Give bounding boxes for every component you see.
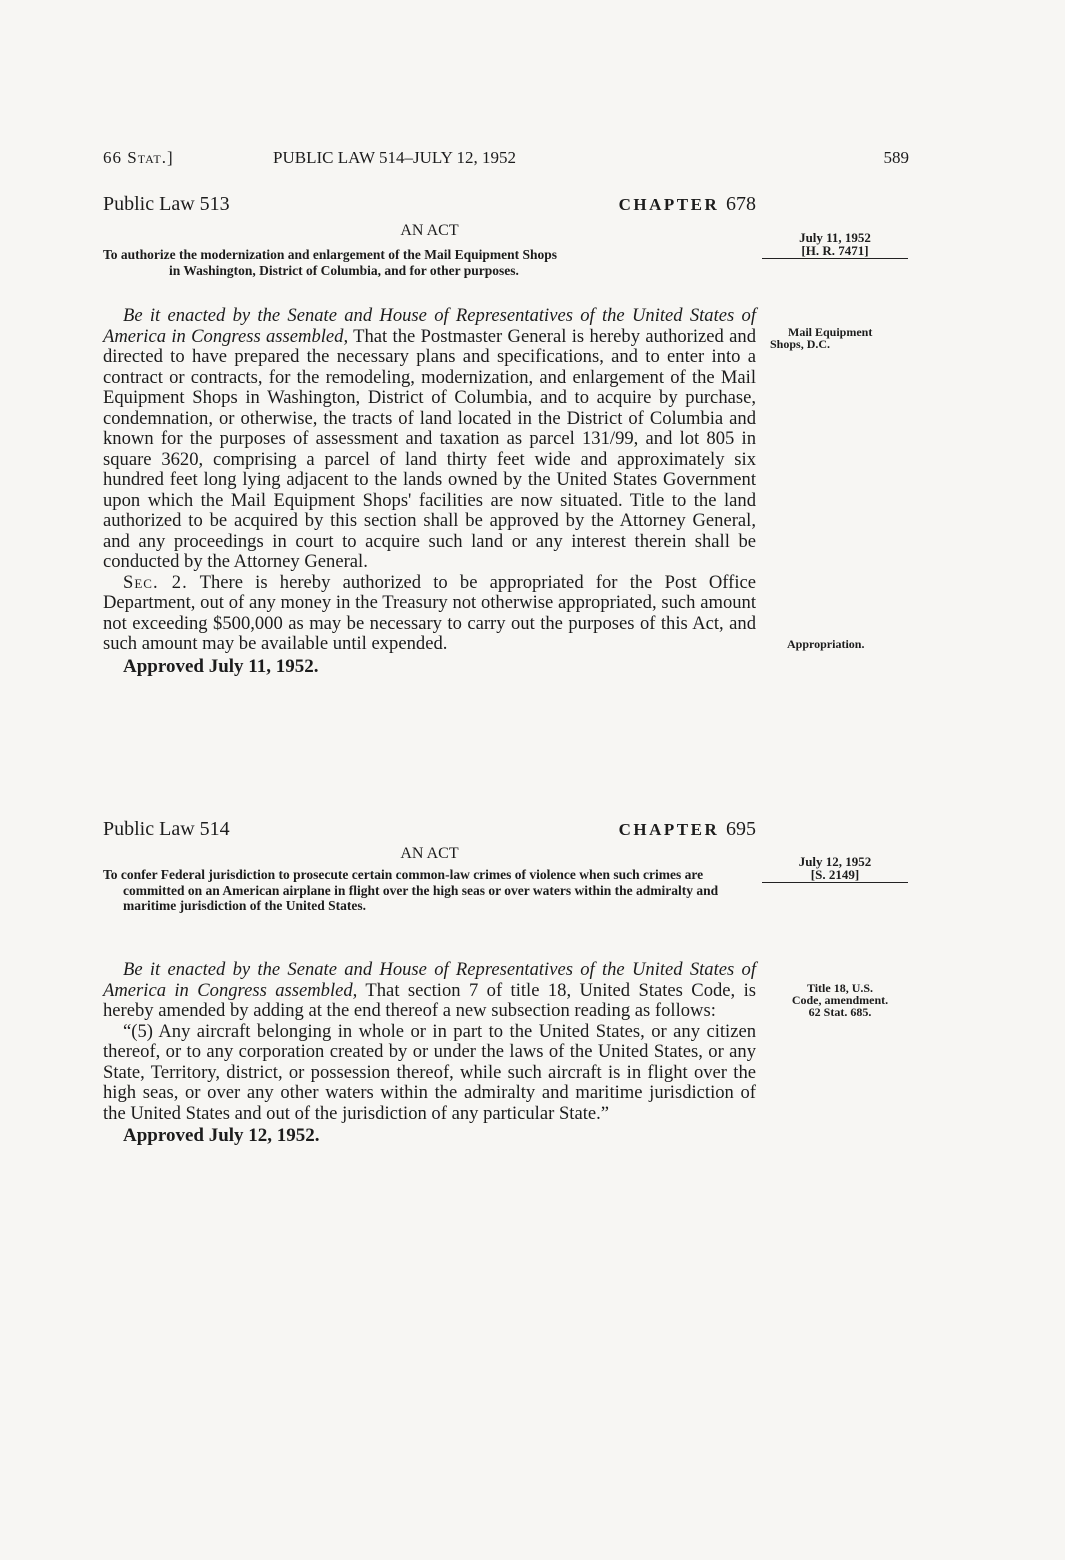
law513-date-note: July 11, 1952 [H. R. 7471]: [762, 231, 908, 259]
sidenote-mail-equipment: Mail Equipment Shops, D.C.: [770, 325, 873, 351]
law513-number: Public Law 513: [103, 193, 230, 215]
law513-purpose: To authorize the modernization and enlargement of the Mail Equipment Shops in Washington, District of Columbia, and for other purposes.: [103, 247, 558, 278]
law514-subsection-5: “(5) Any aircraft belonging in whole or in part to the United States, or any citizen thereof, or to any corporation created by or under the laws of the United States, or any State, Territory, district, or possession thereof, while such aircraft is in flight over the high seas, or over any other waters within the admiralty and maritime jurisdiction of the United States and out of the jurisdiction of any particular State.”: [103, 1020, 756, 1124]
sidenote-title-18: Title 18, U.S. Code, amendment. 62 Stat. 685.: [791, 981, 889, 1019]
law513-act-title: AN ACT: [400, 222, 459, 239]
page-number: 589: [883, 148, 909, 167]
law513-heading: [103, 193, 756, 219]
law514-number: Public Law 514: [103, 818, 230, 840]
law514-purpose: To confer Federal jurisdiction to prosecute certain common-law crimes of violence when such crimes are committed on an American airplane in flight over the high seas or over waters within the admiralty and maritime jurisdiction of the United States.: [103, 867, 719, 913]
law513-body: [103, 306, 756, 677]
enacting-clause: Be it enacted by the Senate and House of Representatives of the United States of America in Congress assembled,: [103, 305, 756, 347]
statute-volume: 66 Stat.]: [103, 148, 174, 167]
running-title: PUBLIC LAW 514–JULY 12, 1952: [273, 148, 516, 167]
law514-heading: [103, 818, 756, 844]
law514-body: [103, 960, 756, 1147]
law514-date-note: July 12, 1952 [S. 2149]: [762, 855, 908, 883]
running-head: [103, 148, 909, 172]
law513-approved: Approved July 11, 1952.: [123, 655, 319, 677]
law513-section1: Be it enacted by the Senate and House of Representatives of the United States of America in Congress assembled, That the Postmaster General is hereby authorized and directed to have prepared the necessary plans and specifications, and to enter into a contract or contracts, for the remodeling, modernization, and enlargement of the Mail Equipment Shops in Washington, District of Columbia, and to acquire by purchase, condemnation, or otherwise, the tracts of land located in the District of Columbia and known for the purposes of assessment and taxation as parcel 131/99, and lot 805 in square 3620, comprising a parcel of land thirty feet wide and approximately six hundred feet long lying adjacent to the lands owned by the United States Government upon which the Mail Equipment Shops' facilities are now situated. Title to the land authorized to be acquired by this section shall be approved by the Attorney General, and any proceedings in court to acquire such land or any interest therein shall be conducted by the Attorney General.: [103, 305, 757, 572]
law514-approved: Approved July 12, 1952.: [123, 1125, 320, 1146]
law514-section1: Be it enacted by the Senate and House of Representatives of the United States of America in Congress assembled, That section 7 of title 18, United States Code, is hereby amended by adding at the end thereof a new subsection reading as follows:: [103, 959, 757, 1021]
law513-section2: Sec. 2. There is hereby authorized to be appropriated for the Post Office Department, out of any money in the Treasury not otherwise appropriated, such amount not exceeding $500,000 as may be necessary to carry out the purposes of this Act, and such amount may be available until expended.: [103, 571, 756, 654]
law514-act-title: AN ACT: [400, 845, 459, 862]
sidenote-appropriation: Appropriation.: [787, 637, 865, 651]
law514-chapter: CHAPTER 695: [618, 818, 756, 840]
enacting-clause-514: Be it enacted by the Senate and House of Representatives of the United States of America in Congress assembled,: [103, 959, 756, 1001]
law513-chapter: CHAPTER 678: [618, 193, 756, 215]
